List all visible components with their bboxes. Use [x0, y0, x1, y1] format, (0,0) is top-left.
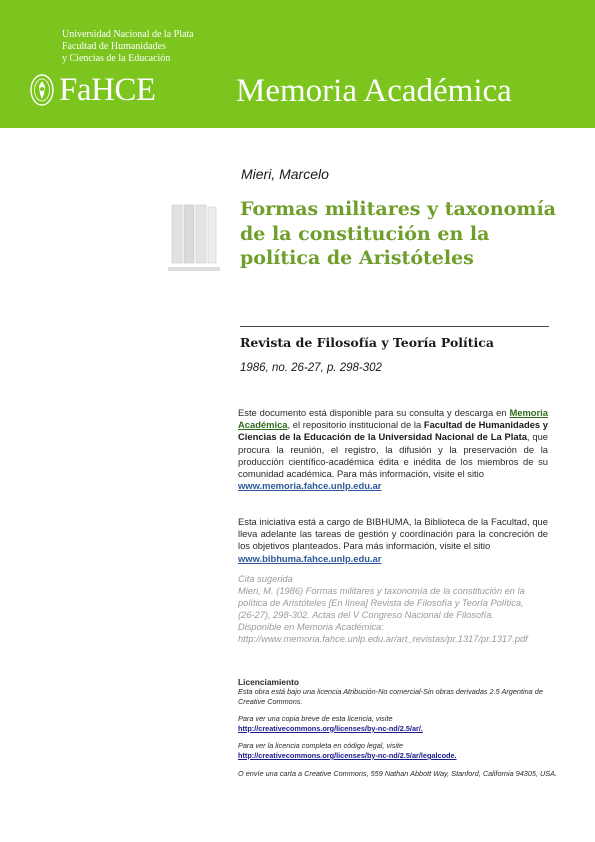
license-heading: Licenciamiento	[238, 677, 299, 687]
university-name: Universidad Nacional de la Plata	[62, 29, 194, 40]
license-brief-link[interactable]: http://creativecommons.org/licenses/by-nc-nd/2.5/ar/.	[238, 723, 423, 733]
license-brief-intro: Para ver una copia breve de esta licencia, visite	[238, 714, 393, 724]
initiative-paragraph	[238, 516, 548, 565]
institution-name: Facultad de Humanidades y Ciencias de la Educación de la Universidad Nacional de La Plata	[238, 419, 548, 443]
citation-line: (26-27), 298-302. Actas del V Congreso Nacional de Filosofía.	[238, 610, 494, 621]
citation-heading: Cita sugerida	[238, 574, 293, 584]
bibhuma-site-link[interactable]: www.bibhuma.fahce.unlp.edu.ar	[238, 552, 382, 564]
university-block	[62, 29, 194, 65]
books-logo-icon	[168, 203, 220, 275]
license-block	[238, 677, 558, 778]
faculty-name-line1: Facultad de Humanidades	[62, 41, 166, 52]
memoria-site-link[interactable]: www.memoria.fahce.unlp.edu.ar	[238, 480, 382, 492]
availability-paragraph	[238, 407, 548, 492]
suggested-citation	[238, 573, 568, 646]
citation-line: política de Aristóteles [En línea] Revista de Filosofía y Teoría Política,	[238, 598, 524, 609]
document-title: Formas militares y taxonomía de la constitución en la política de Aristóteles	[240, 198, 556, 269]
citation-line: Mieri, M. (1986) Formas militares y taxonomía de la constitución en la	[238, 586, 525, 597]
citation-url[interactable]: http://www.memoria.fahce.unlp.edu.ar/art_revistas/pr.1317/pr.1317.pdf	[238, 634, 528, 645]
journal-name: Revista de Filosofía y Teoría Política	[240, 335, 495, 350]
license-text: Esta obra está bajo una licencia Atribución-No comercial-Sin obras derivadas 2.5 Argentina de Creative Commons.	[238, 687, 543, 706]
citation-line: Disponible en Memoria Académica:	[238, 622, 384, 633]
title-divider	[240, 326, 549, 327]
availability-text-3: , que procura la reunión, el registro, la difusión y la preservación de la producción científico-académica édita e inédita de los miembros de su comunidad académica. Para más información, visite el sitio	[238, 431, 548, 480]
author-name: Mieri, Marcelo	[241, 166, 329, 182]
fahce-brand: FaHCE	[59, 72, 156, 108]
header-band	[0, 0, 595, 128]
university-seal-icon	[30, 74, 54, 106]
license-full-intro: Para ver la licencia completa en código legal, visite	[238, 741, 404, 751]
faculty-name-line2: y Ciencias de la Educación	[62, 53, 171, 64]
repository-title: Memoria Académica	[236, 73, 512, 109]
availability-text-2: , el repositorio institucional de la	[287, 419, 424, 431]
memoria-academica-link[interactable]: Memoria Académica	[238, 407, 548, 431]
initiative-text: Esta iniciativa está a cargo de BIBHUMA, la Biblioteca de la Facultad, que lleva adelante las tareas de gestión y coordinación para la concreción de los objetivos planteados. Para más información, visite el sitio	[238, 516, 548, 552]
availability-text-1: Este documento está disponible para su consulta y descarga en	[238, 407, 510, 418]
license-letter: O envíe una carta a Creative Commons, 559 Nathan Abbott Way, Stanford, California 94305, USA.	[238, 768, 558, 778]
issue-info: 1986, no. 26-27, p. 298-302	[240, 362, 382, 374]
license-full-link[interactable]: http://creativecommons.org/licenses/by-nc-nd/2.5/ar/legalcode.	[238, 750, 457, 760]
